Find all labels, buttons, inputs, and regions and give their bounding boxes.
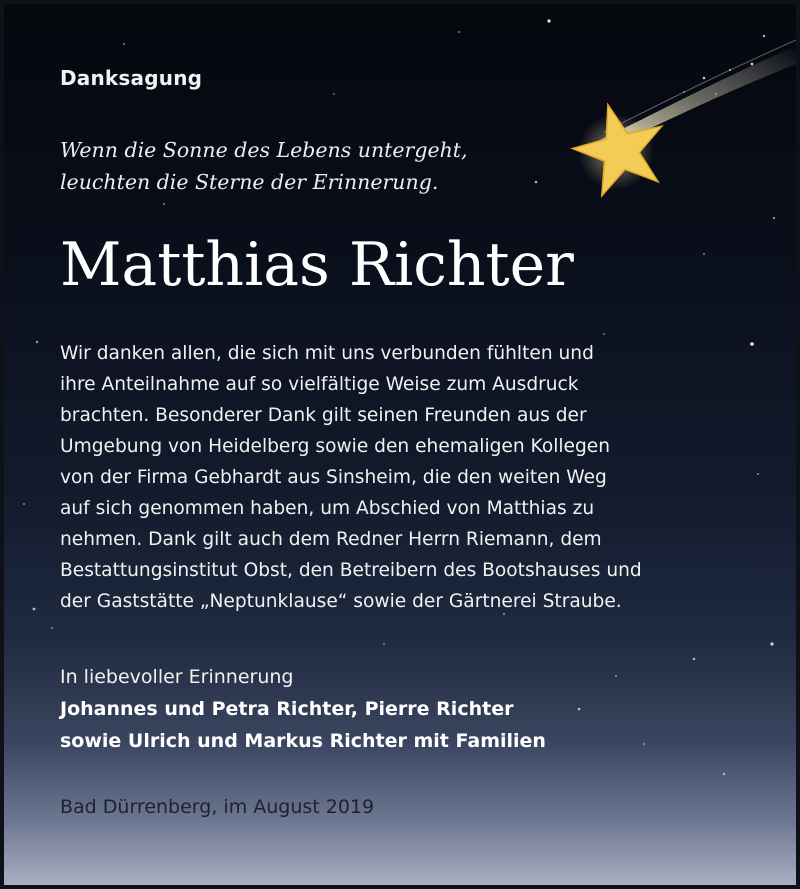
place-and-date: Bad Dürrenberg, im August 2019 bbox=[60, 796, 375, 818]
shooting-star-icon bbox=[564, 40, 796, 200]
motto-quote: Wenn die Sonne des Lebens untergeht, leuchten die Sterne der Erinnerung. bbox=[60, 138, 468, 194]
thanks-paragraph: Wir danken allen, die sich mit uns verbunden fühlten und ihre Anteilnahme auf so vielfältige Weise zum Ausdruck brachten. Besonderer Dank gilt seinen Freunden aus der Umgebung von Heidelberg sowie den ehemaligen Kollegen von der Firma Gebhardt aus Sinsheim, die den weiten Weg auf sich genommen haben, um Abschied von Matthias zu nehmen. Dank gilt auch dem Redner Herrn Riemann, dem Bestattungsinstitut Obst, den Betreibern des Bootshauses und der Gaststätte „Neptunklause“ sowie der Gärtnerei Straube. bbox=[60, 343, 642, 612]
signer-line: sowie Ulrich und Markus Richter mit Familien bbox=[60, 730, 546, 752]
heading-danksagung: Danksagung bbox=[60, 66, 203, 90]
closing-line: In liebevoller Erinnerung bbox=[60, 666, 294, 688]
deceased-name: Matthias Richter bbox=[60, 230, 574, 300]
signer-line: Johannes und Petra Richter, Pierre Richter bbox=[60, 698, 514, 720]
